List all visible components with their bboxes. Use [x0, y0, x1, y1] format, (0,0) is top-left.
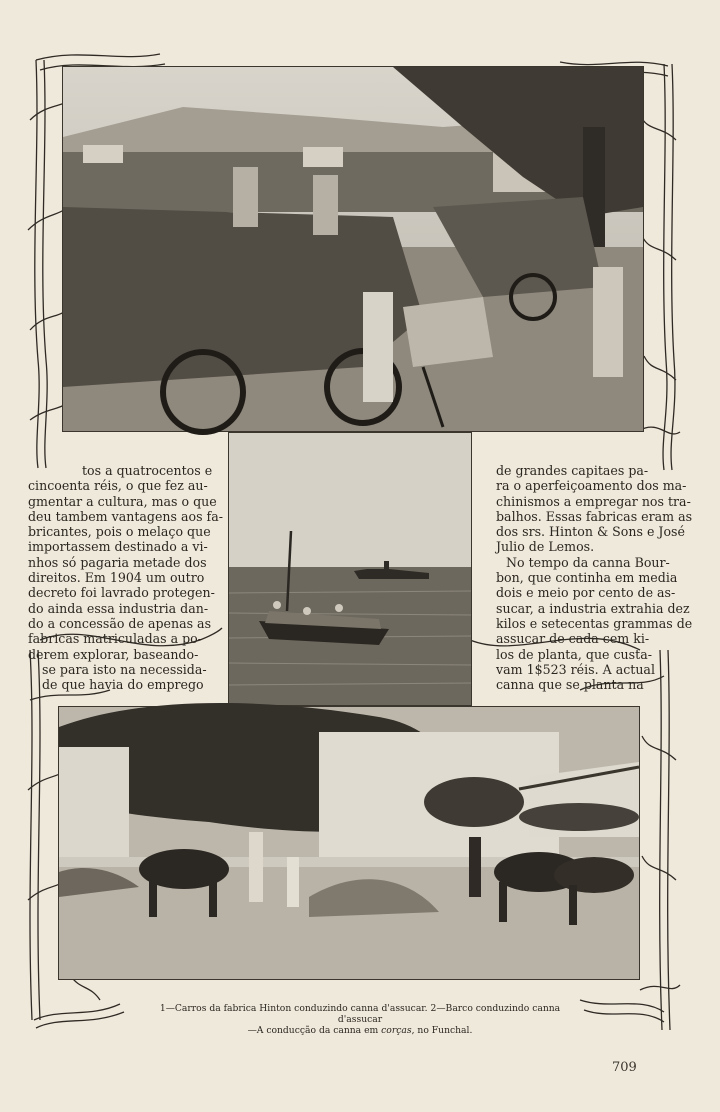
text-line: dois e meio por cento de as- — [496, 585, 676, 601]
caption-line-2-prefix: —A conducção da canna em — [247, 1025, 382, 1036]
text-line: Julio de Lemos. — [496, 539, 595, 555]
text-line: fabricas matriculadas a po- — [28, 631, 203, 647]
text-line: sucar, a industria extrahia dez — [496, 600, 690, 616]
text-column-right — [496, 463, 693, 693]
caption-line-2 — [140, 1025, 580, 1036]
caption-italic-word: corças — [381, 1025, 412, 1036]
text-line: nhos só pagaria metade dos — [28, 554, 207, 570]
text-line: se para isto na necessida- — [42, 661, 207, 677]
caption-line-2-suffix: , no Funchal. — [411, 1025, 473, 1036]
caption-line-1: 1—Carros da fabrica Hinton conduzindo canna d'assucar. 2—Barco conduzindo canna d'assucar — [159, 1003, 561, 1025]
text-line: do a concessão de apenas as — [28, 615, 212, 631]
text-line: dos srs. Hinton & Sons e José — [496, 524, 685, 540]
text-line: tos a quatrocentos e — [82, 463, 213, 478]
text-line: do ainda essa industria dan- — [28, 600, 209, 616]
text-line: direitos. Em 1904 um outro — [28, 570, 205, 586]
text-line: vam 1$523 réis. A actual — [496, 661, 655, 677]
text-line: balhos. Essas fabricas eram as — [496, 508, 693, 524]
text-line: kilos e setecentas grammas de — [496, 615, 693, 631]
text-line: bricantes, pois o melaço que — [28, 524, 211, 540]
text-line: decreto foi lavrado protegen- — [28, 585, 215, 601]
text-line: chinismos a empregar nos tra- — [496, 493, 691, 509]
text-line: de grandes capitaes pa- — [496, 463, 649, 478]
text-column-left — [28, 463, 223, 693]
page-number: 709 — [612, 1060, 637, 1075]
text-line: No tempo da canna Bour- — [506, 554, 670, 570]
text-line: gmentar a cultura, mas o que — [28, 493, 217, 509]
text-line: cincoenta réis, o que fez au- — [28, 478, 208, 494]
photo-cane-carts — [62, 66, 644, 432]
text-line: assucar de cada cem ki- — [496, 631, 650, 647]
photo-cane-boat — [228, 432, 472, 706]
photo-oxen-street — [58, 706, 640, 980]
text-line: bon, que continha em media — [496, 570, 678, 586]
text-line: importassem destinado a vi- — [28, 539, 208, 555]
text-line: ra o aperfeiçoamento dos ma- — [496, 478, 687, 494]
text-line: de que havia do emprego — [42, 677, 204, 693]
text-line: los de planta, que custa- — [496, 646, 652, 662]
text-line: deu tambem vantagens aos fa- — [28, 508, 223, 524]
text-line: derem explorar, baseando- — [28, 646, 199, 662]
photo-caption — [140, 1003, 580, 1036]
text-line: canna que se planta na — [496, 677, 644, 693]
